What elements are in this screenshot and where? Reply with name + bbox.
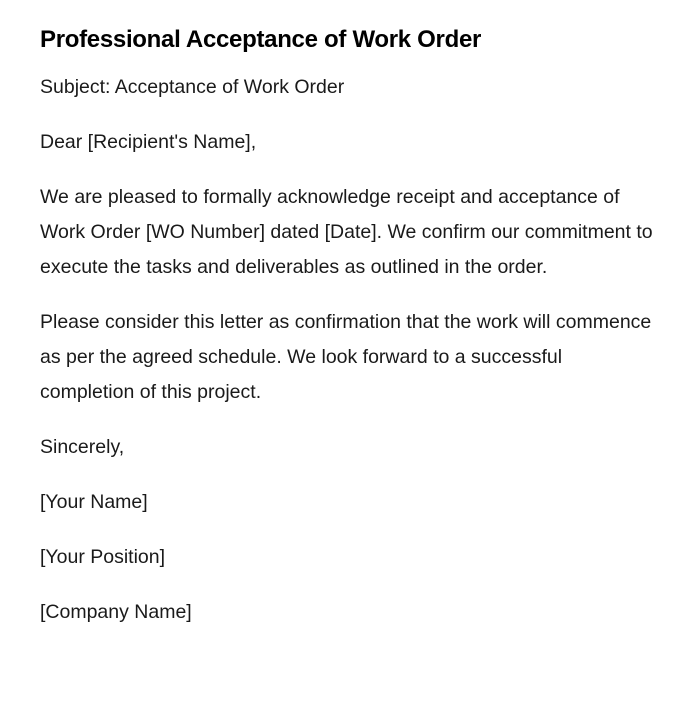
closing: Sincerely, xyxy=(40,436,125,458)
signature-name: [Your Name] xyxy=(40,491,148,513)
signature-position: [Your Position] xyxy=(40,546,166,568)
body-paragraph: We are pleased to formally acknowledge receipt and acceptance of Work Order [WO Number] dated [Date]. We confirm our commitment to execute the tasks and deliverables as outlined in the order. xyxy=(40,186,653,278)
document-title: Professional Acceptance of Work Order xyxy=(40,26,482,53)
salutation: Dear [Recipient's Name], xyxy=(40,131,257,153)
subject-line: Subject: Acceptance of Work Order xyxy=(40,76,345,98)
signature-company: [Company Name] xyxy=(40,601,192,623)
body-paragraph: Please consider this letter as confirmation that the work will commence as per the agreed schedule. We look forward to a successful completion of this project. xyxy=(40,311,652,403)
